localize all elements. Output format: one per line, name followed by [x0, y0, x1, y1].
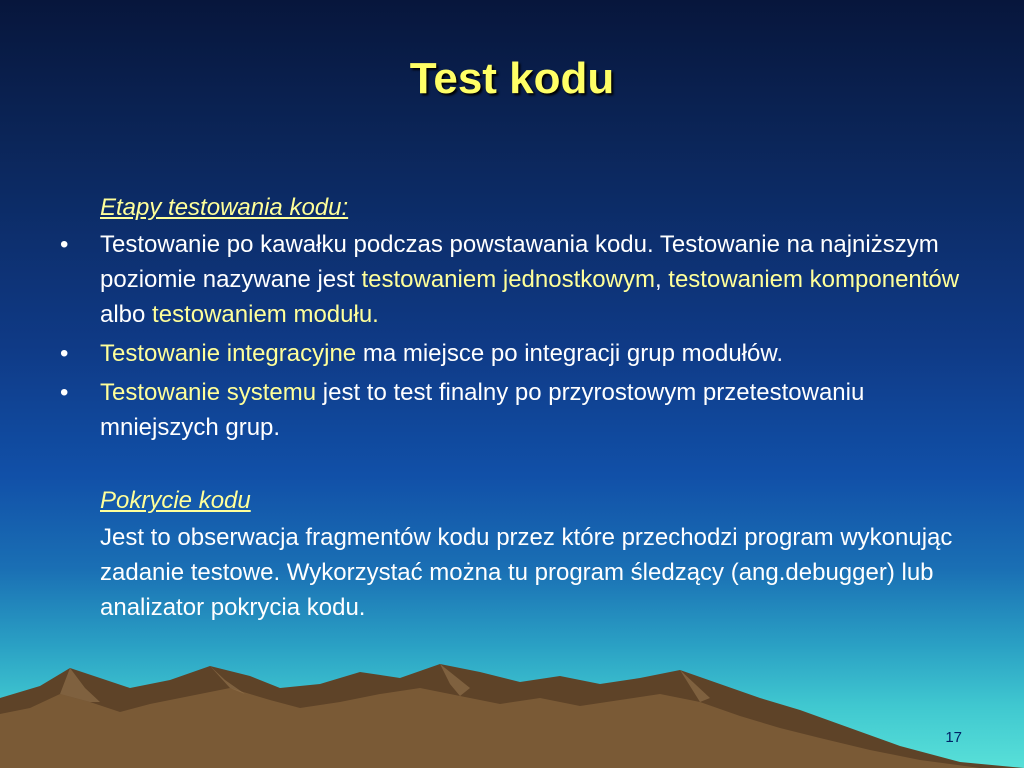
bullet-icon: • — [60, 379, 69, 406]
highlight-term: testowaniem jednostkowym — [361, 266, 655, 293]
bullet-icon: • — [60, 340, 69, 367]
slide-title: Test kodu — [409, 54, 615, 103]
bullet-item — [56, 336, 976, 371]
mountain-illustration — [0, 658, 1024, 768]
highlight-term: testowaniem komponentów — [668, 266, 960, 293]
coverage-paragraph: Jest to obserwacja fragmentów kodu przez które przechodzi program wykonując zadanie testowe. Wykorzystać można tu program śledzący (ang.debugger) lub analizator pokrycia kodu. — [100, 524, 953, 621]
bullet-text: Testowanie systemu jest to test finalny po przyrostowym przetestowaniu mniejszych grup. — [100, 379, 865, 441]
spacer — [56, 449, 976, 483]
bullet-list — [56, 227, 976, 445]
slide-content — [56, 190, 976, 625]
bullet-item — [56, 375, 976, 445]
highlight-term: testowaniem modułu. — [152, 301, 379, 328]
bullet-icon: • — [60, 231, 69, 258]
section-heading-coverage: Pokrycie kodu — [100, 487, 251, 514]
bullet-text: Testowanie po kawałku podczas powstawania kodu. Testowanie na najniższym poziomie nazywane jest testowaniem jednostkowym, testowaniem komponentów albo testowaniem modułu. — [100, 231, 960, 328]
page-number: 17 — [945, 729, 962, 746]
bullet-text: Testowanie integracyjne ma miejsce po integracji grup modułów. — [100, 340, 784, 367]
bullet-item — [56, 227, 976, 332]
section-heading-stages: Etapy testowania kodu: — [100, 194, 349, 221]
highlight-term: Testowanie systemu — [100, 379, 317, 406]
highlight-term: Testowanie integracyjne — [100, 340, 357, 367]
